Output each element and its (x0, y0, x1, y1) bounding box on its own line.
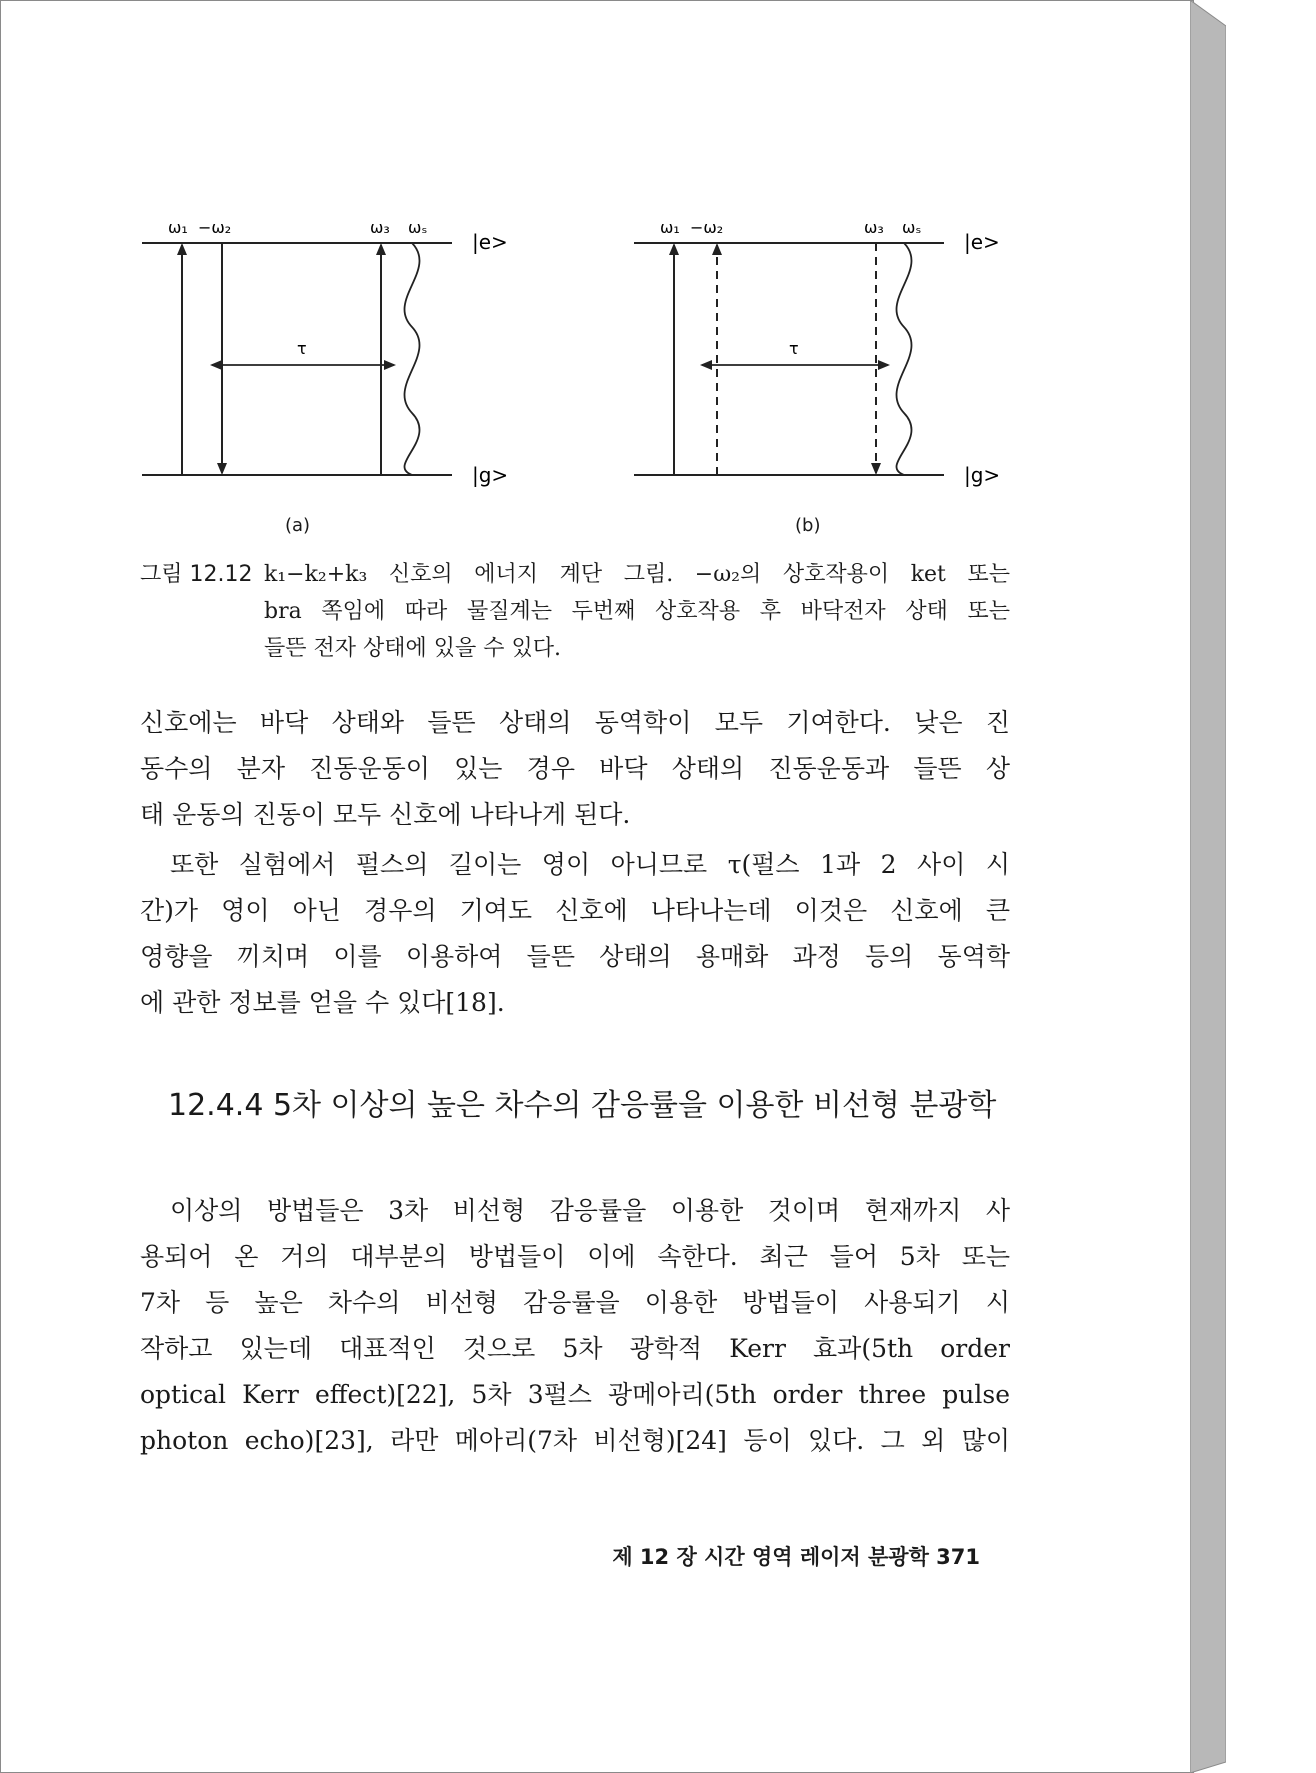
text-line: 태 운동의 진동이 모두 신호에 나타나게 된다. (140, 800, 631, 829)
paragraph-2 (140, 842, 1010, 1026)
text-line: 이상의 방법들은 3차 비선형 감응률을 이용한 것이며 현재까지 사 (170, 1196, 1010, 1225)
ground-state-label: |g> (472, 463, 509, 487)
caption-line: bra 쪽임에 따라 물질계는 두번째 상호작용 후 바닥전자 상태 또는 (264, 599, 1010, 624)
omega3-label: ω₃ (864, 218, 884, 237)
omega1-label: ω₁ (168, 218, 188, 237)
text-line: 작하고 있는데 대표적인 것으로 5차 광학적 Kerr 효과(5th order (140, 1334, 1010, 1363)
omega-s-label: ωₛ (408, 218, 428, 237)
paragraph-1 (140, 700, 1010, 838)
caption-line: k₁−k₂+k₃ 신호의 에너지 계단 그림. −ω₂의 상호작용이 ket 또는 (264, 562, 1010, 587)
page-edge-shadow (1190, 0, 1226, 1773)
figure-b-label: (b) (795, 515, 821, 536)
figure-a-label: (a) (285, 515, 311, 536)
minus-omega2-label: −ω₂ (690, 218, 724, 237)
page-footer: 제 12 장 시간 영역 레이저 분광학 371 (612, 1545, 980, 1569)
section-heading: 12.4.4 5차 이상의 높은 차수의 감응률을 이용한 비선형 분광학 (168, 1088, 997, 1123)
figure-caption (140, 556, 1010, 667)
ground-state-label: |g> (964, 463, 1001, 487)
text-line: 신호에는 바닥 상태와 들뜬 상태의 동역학이 모두 기여한다. 낮은 진 (140, 708, 1010, 737)
caption-tag: 그림 12.12 (140, 562, 253, 587)
text-line: photon echo)[23], 라만 메아리(7차 비선형)[24] 등이 있다. 그 외 많이 (140, 1426, 1010, 1455)
text-line: 에 관한 정보를 얻을 수 있다[18]. (140, 988, 505, 1017)
text-line: 또한 실험에서 펄스의 길이는 영이 아니므로 τ(펄스 1과 2 사이 시 (170, 850, 1010, 879)
minus-omega2-label: −ω₂ (198, 218, 232, 237)
text-line: 7차 등 높은 차수의 비선형 감응률을 이용한 방법들이 사용되기 시 (140, 1288, 1010, 1317)
energy-diagram-a (130, 215, 530, 495)
tau-label: τ (297, 339, 307, 358)
omega-s-label: ωₛ (902, 218, 922, 237)
omega1-label: ω₁ (660, 218, 680, 237)
omega3-label: ω₃ (370, 218, 390, 237)
tau-label: τ (789, 339, 799, 358)
text-line: 용되어 온 거의 대부분의 방법들이 이에 속한다. 최근 들어 5차 또는 (140, 1242, 1010, 1271)
text-line: 간)가 영이 아닌 경우의 기여도 신호에 나타나는데 이것은 신호에 큰 (140, 896, 1010, 925)
energy-diagram-b (622, 215, 1022, 495)
paragraph-3 (140, 1188, 1010, 1464)
text-line: 동수의 분자 진동운동이 있는 경우 바닥 상태의 진동운동과 들뜬 상 (140, 754, 1010, 783)
caption-line: 들뜬 전자 상태에 있을 수 있다. (264, 636, 561, 661)
excited-state-label: |e> (964, 230, 1000, 254)
excited-state-label: |e> (472, 230, 508, 254)
text-line: optical Kerr effect)[22], 5차 3펄스 광메아리(5th order three pulse (140, 1380, 1010, 1409)
text-line: 영향을 끼치며 이를 이용하여 들뜬 상태의 용매화 과정 등의 동역학 (140, 942, 1010, 971)
